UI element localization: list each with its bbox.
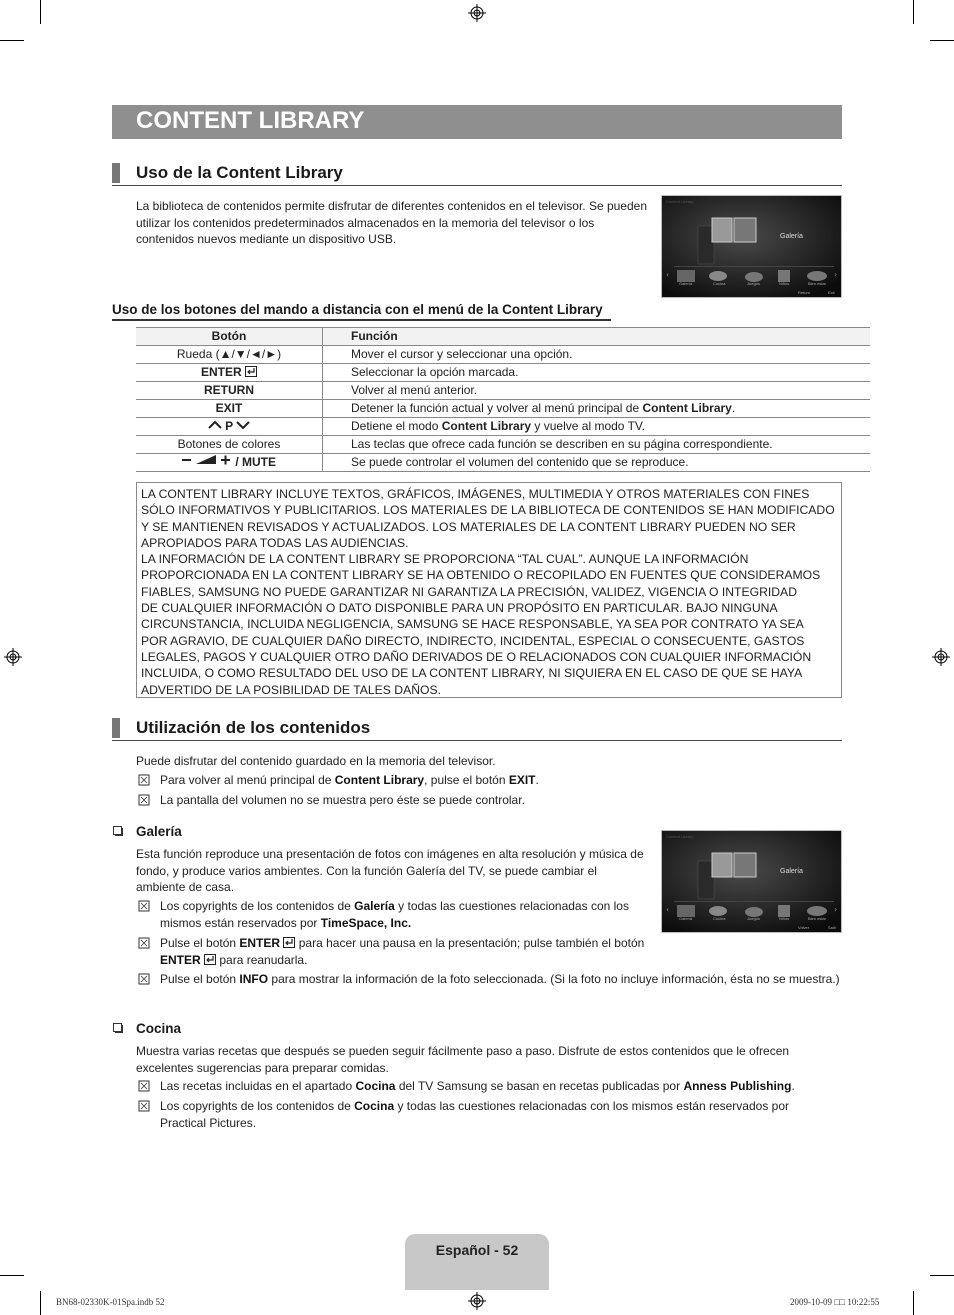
table-cell-button bbox=[136, 454, 323, 472]
tv-menu-item: Bien estar bbox=[808, 916, 827, 921]
table-cell-button: RETURN bbox=[136, 382, 323, 400]
section-marker bbox=[112, 163, 120, 183]
table-cell-button bbox=[136, 418, 323, 436]
table-cell-button: Rueda (▲/▼/◄/►) bbox=[136, 346, 323, 364]
function-text: Detiene el modo bbox=[351, 419, 442, 433]
table-header-cell: Función bbox=[323, 328, 871, 346]
page-title: CONTENT LIBRARY bbox=[136, 107, 365, 134]
checkbox-bullet-icon bbox=[113, 1023, 123, 1033]
table-cell-button: EXIT bbox=[136, 400, 323, 418]
note-text: La pantalla del volumen no se muestra pero éste se puede controlar. bbox=[160, 793, 525, 807]
table-header-cell: Botón bbox=[136, 328, 323, 346]
registration-mark-icon bbox=[4, 648, 22, 666]
table-cell-function bbox=[323, 382, 871, 400]
footer-right: 2009-10-09 □□ 10:22:55 bbox=[790, 1297, 880, 1307]
enter-icon bbox=[204, 954, 216, 965]
function-text: Se puede controlar el volumen del contenido que se reproduce. bbox=[351, 455, 689, 469]
tv-menu-item: Cocina bbox=[713, 916, 726, 921]
volume-icon bbox=[182, 454, 232, 466]
table-cell-function bbox=[323, 454, 871, 472]
disclaimer-line: APROPIADOS PARA TODAS LAS AUDIENCIAS. bbox=[141, 535, 409, 550]
note-text: Pulse el botón ENTER para hacer una pausa en la presentación; pulse también el botón ENTER para reanudarla. bbox=[160, 936, 645, 967]
section-marker bbox=[112, 718, 120, 738]
chevron-down-icon bbox=[236, 420, 250, 430]
crop-mark bbox=[40, 0, 41, 24]
svg-text:›: › bbox=[834, 270, 838, 279]
remote-heading-underline bbox=[112, 319, 611, 321]
note-text: Las recetas incluidas en el apartado Cocina del TV Samsung se basan en recetas publicadas por Anness Publishing. bbox=[160, 1079, 795, 1093]
enter-icon bbox=[283, 937, 295, 948]
tv-screenshot bbox=[661, 830, 842, 933]
table-header-row bbox=[136, 328, 870, 346]
function-text: Volver al menú anterior. bbox=[351, 383, 478, 397]
tv-menu-item: Niños bbox=[779, 281, 790, 286]
table-row bbox=[136, 436, 870, 454]
function-bold: Content Library bbox=[441, 419, 532, 433]
function-text: Seleccionar la opción marcada. bbox=[351, 365, 519, 379]
tv-menu-item: Bien estar bbox=[808, 281, 827, 286]
disclaimer-line: INCLUIDA, O COMO RESULTADO DEL USO DE LA CONTENT LIBRARY, NI SIQUIERA EN EL CASO DE QUE SE HAYA bbox=[141, 666, 803, 681]
registration-mark-icon bbox=[468, 1292, 486, 1310]
table-row bbox=[136, 454, 870, 472]
tv-menu-item: Galería bbox=[679, 281, 693, 286]
page-number-tab bbox=[405, 1234, 549, 1290]
disclaimer-line: Y SE MANTIENEN REVISADOS Y ACTUALIZADOS. LOS MATERIALES DE LA CONTENT LIBRARY PUEDEN NO SER bbox=[141, 519, 796, 534]
function-text: Detener la función actual y volver al menú principal de bbox=[351, 401, 643, 415]
registration-mark-icon bbox=[932, 648, 950, 666]
footer-left: BN68-02330K-01Spa.indb 52 bbox=[56, 1297, 165, 1307]
crop-mark bbox=[913, 1291, 914, 1315]
table-row bbox=[136, 346, 870, 364]
table-cell-function bbox=[323, 418, 871, 436]
table-cell-function bbox=[323, 436, 871, 454]
tv-menu-item: Cocina bbox=[713, 281, 726, 286]
subsection-desc: Esta función reproduce una presentación de fotos con imágenes en alta resolución y música de fondo, y produce varios ambientes. Con la función Galería del TV, se puede cambiar el ambiente de casa. bbox=[136, 847, 644, 894]
tv-screenshot bbox=[661, 195, 842, 298]
table-cell-function bbox=[323, 400, 871, 418]
table-row bbox=[136, 400, 870, 418]
disclaimer-line: LA INFORMACIÓN DE LA CONTENT LIBRARY SE PROPORCIONA “TAL CUAL”. AUNQUE LA INFORMACIÓN bbox=[141, 552, 749, 567]
table-cell-button: Botones de colores bbox=[136, 436, 323, 454]
tv-focus-label: Galería bbox=[780, 868, 803, 875]
disclaimer-line: DE CUALQUIER INFORMACIÓN O DATO DISPONIBLE PARA UN PROPÓSITO EN PARTICULAR. BAJO NINGUNA bbox=[141, 601, 778, 616]
tv-return-hint: Volver bbox=[798, 925, 810, 930]
tv-focus-label: Galería bbox=[780, 233, 803, 240]
crop-mark bbox=[40, 1291, 41, 1315]
registration-mark-icon bbox=[468, 4, 486, 22]
subsection-heading: Galería bbox=[136, 824, 182, 839]
function-text: Las teclas que ofrece cada función se describen en su página correspondiente. bbox=[351, 437, 773, 451]
note-icon bbox=[138, 774, 150, 786]
note-text: Pulse el botón INFO para mostrar la información de la foto seleccionada. (Si la foto no incluye información, ésta no se muestra.) bbox=[160, 972, 840, 986]
crop-mark bbox=[0, 40, 24, 41]
disclaimer-line: LA CONTENT LIBRARY INCLUYE TEXTOS, GRÁFICOS, IMÁGENES, MULTIMEDIA Y OTROS MATERIALES CON FINES bbox=[141, 487, 810, 501]
disclaimer-line: SÓLO INFORMATIVOS Y PUBLICITARIOS. LOS MATERIALES DE LA BIBLIOTECA DE CONTENIDOS SE HAN MODIFICADO bbox=[141, 503, 835, 518]
tv-return-hint: Return bbox=[798, 290, 811, 295]
disclaimer-line: CIRCUNSTANCIA, INCLUIDA NEGLIGENCIA, SAMSUNG SE HACE RESPONSABLE, YA SEA POR CONTRATO YA SEA bbox=[141, 617, 804, 632]
crop-mark bbox=[930, 1275, 954, 1276]
tv-header: Content Library bbox=[666, 834, 694, 839]
button-label: ENTER bbox=[200, 365, 242, 379]
page-number: Español - 52 bbox=[435, 1242, 519, 1258]
function-bold: Content Library bbox=[642, 401, 732, 415]
disclaimer-box bbox=[136, 482, 842, 698]
note-icon bbox=[138, 900, 150, 912]
svg-text:›: › bbox=[834, 905, 838, 914]
page-title-banner bbox=[112, 105, 842, 139]
note-icon bbox=[138, 794, 150, 806]
tv-header: Content Library bbox=[666, 199, 694, 204]
crop-mark bbox=[913, 0, 914, 24]
table-row bbox=[136, 364, 870, 382]
svg-text:‹: ‹ bbox=[666, 270, 670, 279]
svg-text:‹: ‹ bbox=[666, 905, 670, 914]
disclaimer-line: FIABLES, SAMSUNG NO PUEDE GARANTIZAR NI GARANTIZA LA PRECISIÓN, VALIDEZ, VIGENCIA O INTEGRIDAD bbox=[141, 584, 797, 599]
remote-heading: Uso de los botones del mando a distancia con el menú de la Content Library bbox=[112, 302, 603, 317]
table-row bbox=[136, 418, 870, 436]
tv-menu-item: Galería bbox=[679, 916, 693, 921]
tv-exit-hint: Exit bbox=[828, 290, 835, 295]
note-text: Los copyrights de los contenidos de Cocina y todas las cuestiones relacionadas con los mismos están reservados por Practical Pictures. bbox=[160, 1099, 790, 1130]
note-text: Los copyrights de los contenidos de Galería y todas las cuestiones relacionadas con los mismos están reservados por TimeSpace, Inc. bbox=[160, 899, 629, 930]
disclaimer-line: POR AGRAVIO, DE CUALQUIER DAÑO DIRECTO, INDIRECTO, INCIDENTAL, ESPECIAL O CONSECUENTE, GASTOS bbox=[141, 633, 805, 648]
table-row bbox=[136, 382, 870, 400]
button-label: / MUTE bbox=[235, 455, 276, 469]
disclaimer-line: LEGALES, PAGOS Y CUALQUIER OTRO DAÑO DERIVADOS DE O RELACIONADOS CON CUALQUIER INFORMACIÓN bbox=[141, 649, 812, 664]
table-cell-function bbox=[323, 346, 871, 364]
section-heading: Utilización de los contenidos bbox=[136, 718, 371, 737]
note-icon bbox=[138, 937, 150, 949]
function-text: . bbox=[731, 401, 736, 415]
function-text: y vuelve al modo TV. bbox=[531, 419, 646, 433]
section-heading: Uso de la Content Library bbox=[136, 163, 343, 182]
section-intro: La biblioteca de contenidos permite disfrutar de diferentes contenidos en el televisor. Se pueden utilizar los contenidos predeterminados almacenados en la memoria del televisor o los contenidos nuevos mediante un dispositivo USB. bbox=[136, 199, 647, 246]
checkbox-bullet-icon bbox=[113, 826, 123, 836]
subsection-heading: Cocina bbox=[136, 1021, 182, 1036]
section-rule bbox=[112, 740, 842, 741]
tv-exit-hint: Salir bbox=[828, 925, 837, 930]
section-intro: Puede disfrutar del contenido guardado en la memoria del televisor. bbox=[136, 754, 496, 768]
table-cell-function bbox=[323, 364, 871, 382]
crop-mark bbox=[930, 40, 954, 41]
remote-function-table bbox=[136, 327, 870, 472]
disclaimer-line: PROPORCIONADA EN LA CONTENT LIBRARY SE HA OBTENIDO O RECOPILADO EN FUENTES QUE CONSIDERAMOS bbox=[141, 568, 821, 583]
chevron-up-icon bbox=[208, 420, 222, 430]
crop-mark bbox=[0, 1275, 24, 1276]
tv-menu-item: Niños bbox=[779, 916, 790, 921]
button-label: P bbox=[225, 419, 233, 433]
tv-menu-item: Juegos bbox=[747, 281, 760, 286]
note-icon bbox=[138, 973, 150, 985]
note-icon bbox=[138, 1100, 150, 1112]
enter-icon bbox=[245, 366, 257, 377]
note-text: Para volver al menú principal de Content Library, pulse el botón EXIT. bbox=[160, 773, 539, 787]
tv-menu-item: Juegos bbox=[747, 916, 760, 921]
subsection-desc: Muestra varias recetas que después se pueden seguir fácilmente paso a paso. Disfrute de estos contenidos que le ofrecen excelentes sugerencias para preparar comidas. bbox=[136, 1044, 790, 1075]
table-cell-button bbox=[136, 364, 323, 382]
disclaimer-line: ADVERTIDO DE LA POSIBILIDAD DE TALES DAÑOS. bbox=[141, 682, 442, 697]
note-icon bbox=[138, 1080, 150, 1092]
section-rule bbox=[112, 185, 842, 186]
function-text: Mover el cursor y seleccionar una opción. bbox=[351, 347, 573, 361]
